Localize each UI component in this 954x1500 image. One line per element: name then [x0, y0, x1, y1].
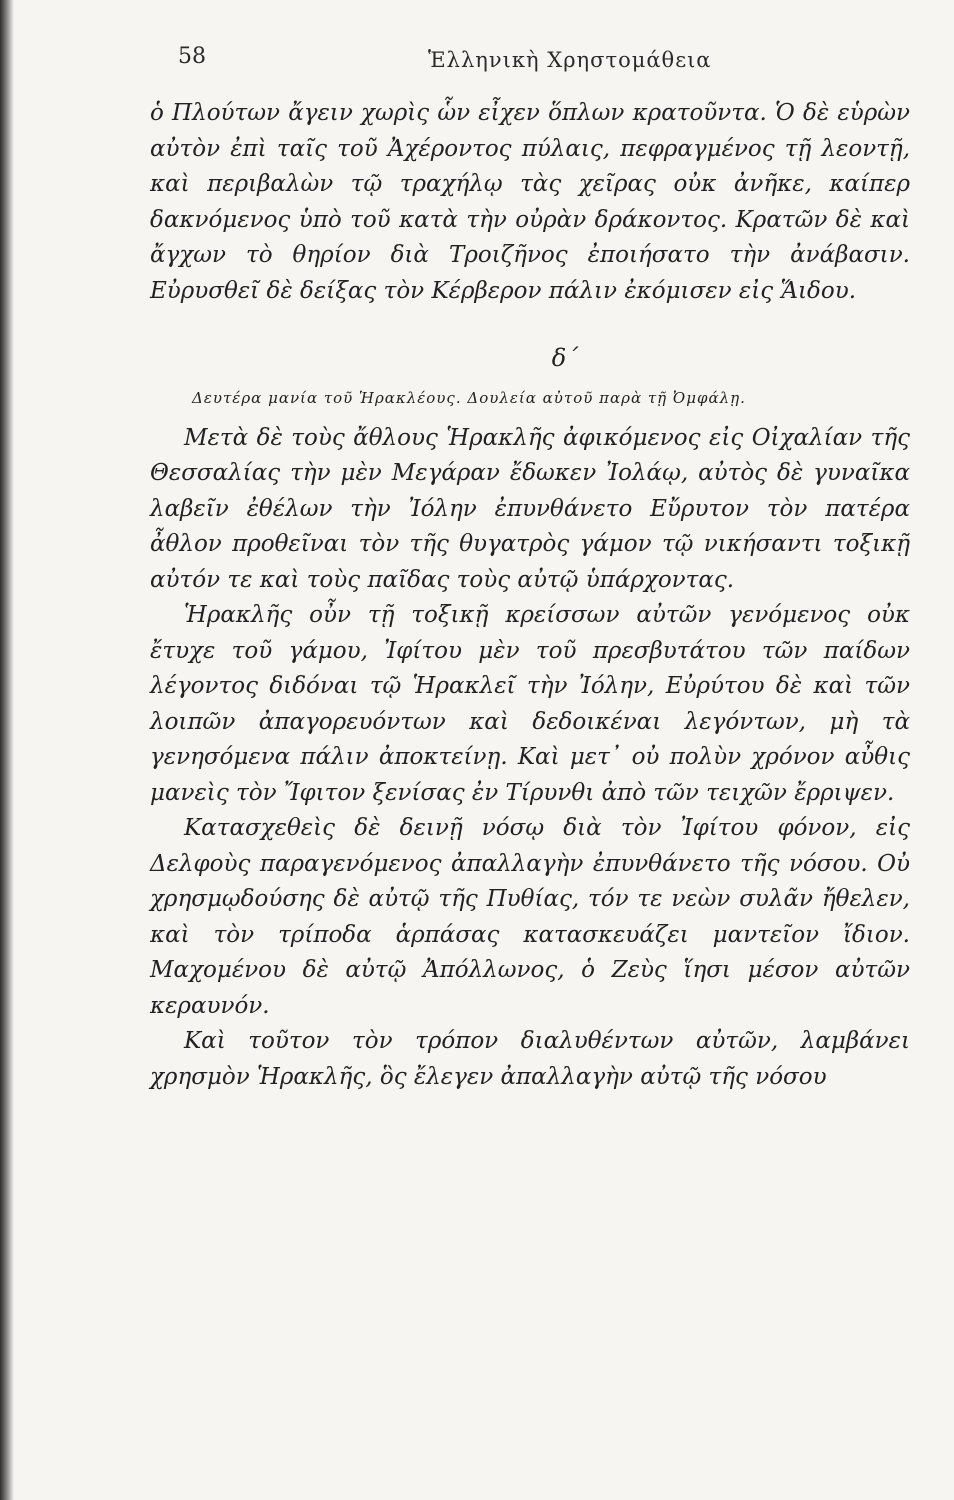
paragraph-2: Ἡρακλῆς οὖν τῇ τοξικῇ κρείσσων αὐτῶν γενόμενος οὐκ ἔτυχε τοῦ γάμου, Ἰφίτου μὲν τοῦ πρεσβυτάτου τῶν παίδων λέγοντος διδόναι τῷ Ἡρακλεῖ τὴν Ἰόλην, Εὐρύτου δὲ καὶ τῶν λοιπῶν ἀπαγορευόντων καὶ δεδοικέναι λεγόντων, μὴ τὰ γενησόμενα πάλιν ἀποκτείνῃ. Καὶ μετ᾽ οὐ πολὺν χρόνον αὖθις μανεὶς τὸν Ἴφιτον ξενίσας ἐν Τίρυνθι ἀπὸ τῶν τειχῶν ἔρριψεν.	[150, 602, 910, 806]
section-heading: Δευτέρα μανία τοῦ Ἡρακλέους. Δουλεία αὐτοῦ παρὰ τῇ Ὀμφάλῃ.	[192, 388, 746, 407]
binding-shadow	[0, 0, 14, 1500]
paragraph-4: Καὶ τοῦτον τὸν τρόπον διαλυθέντων αὐτῶν, λαμβάνει χρησμὸν Ἡρακλῆς, ὃς ἔλεγεν ἀπαλλαγὴν αὐτῷ τῆς νόσου	[150, 1028, 910, 1090]
opening-paragraph: ὁ Πλούτων ἄγειν χωρὶς ὧν εἶχεν ὅπλων κρατοῦντα. Ὁ δὲ εὑρὼν αὐτὸν ἐπὶ ταῖς τοῦ Ἀχέροντος πύλαις, πεφραγμένος τῇ λεοντῇ, καὶ περιβαλὼν τῷ τραχήλῳ τὰς χεῖρας οὐκ ἀνῆκε, καίπερ δακνόμενος ὑπὸ τοῦ κατὰ τὴν οὐρὰν δράκοντος. Κρατῶν δὲ καὶ ἄγχων τὸ θηρίον διὰ Τροιζῆνος ἐποιήσατο τὴν ἀνάβασιν. Εὐρυσθεῖ δὲ δείξας τὸν Κέρβερον πάλιν ἐκόμισεν εἰς Ἅιδου.	[150, 100, 910, 304]
running-head	[178, 44, 908, 80]
section-number: δ΄	[551, 344, 579, 372]
paragraph-1: Μετὰ δὲ τοὺς ἄθλους Ἡρακλῆς ἀφικόμενος εἰς Οἰχαλίαν τῆς Θεσσαλίας τὴν μὲν Μεγάραν ἔδωκεν Ἰολάῳ, αὐτὸς δὲ γυναῖκα λαβεῖν ἐθέλων τὴν Ἰόλην ἐπυνθάνετο Εὔρυτον τὸν πατέρα ἆθλον προθεῖναι τὸν τῆς θυγατρὸς γάμον τῷ νικήσαντι τοξικῇ αὐτόν τε καὶ τοὺς παῖδας τοὺς αὐτῷ ὑπάρχοντας.	[150, 424, 910, 593]
paragraph-3: Κατασχεθεὶς δὲ δεινῇ νόσῳ διὰ τὸν Ἰφίτου φόνον, εἰς Δελφοὺς παραγενόμενος ἀπαλλαγὴν ἐπυνθάνετο τῆς νόσου. Οὐ χρησμῳδούσης δὲ αὐτῷ τῆς Πυθίας, τόν τε νεὼν συλᾶν ἤθελεν, καὶ τὸν τρίποδα ἁρπάσας κατασκευάζει μαντεῖον ἴδιον. Μαχομένου δὲ αὐτῷ Ἀπόλλωνος, ὁ Ζεὺς ἵησι μέσον αὐτῶν κεραυνόν.	[150, 815, 910, 1019]
page-number: 58	[178, 44, 206, 69]
text-block	[150, 96, 910, 1095]
book-title: Ἑλληνικὴ Χρηστομάθεια	[428, 48, 712, 72]
